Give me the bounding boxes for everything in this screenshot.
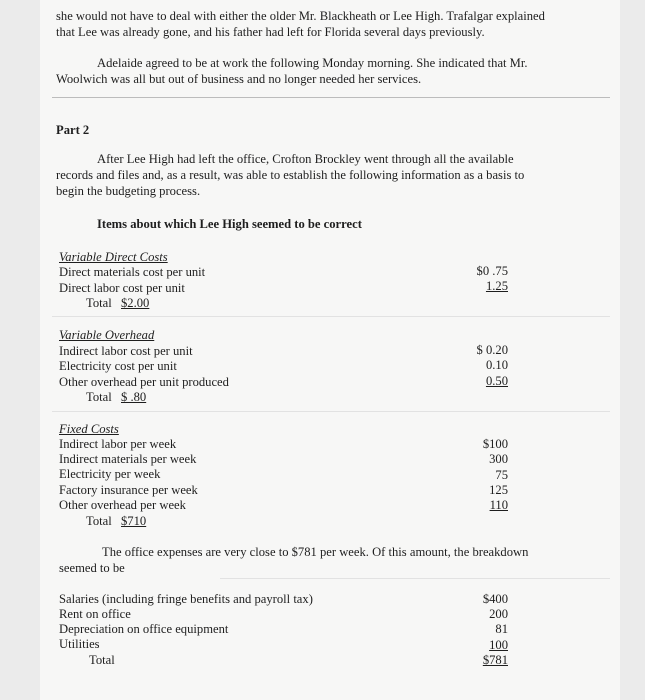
- intro-line-2: that Lee was already gone, and his father had left for Florida several days previously.: [56, 25, 485, 39]
- part2-para-line-1: After Lee High had left the office, Crofton Brockley went through all the available: [97, 152, 514, 166]
- fixed-costs-row-label: Factory insurance per week: [59, 483, 198, 497]
- part2-para-line-2: records and files and, as a result, was able to establish the following information as a basis to: [56, 168, 525, 182]
- fixed-costs-total-value: $710: [121, 514, 147, 528]
- fixed-costs-row-label: Indirect materials per week: [59, 452, 197, 466]
- faint-divider: [52, 316, 610, 317]
- variable-overhead-row-label: Other overhead per unit produced: [59, 375, 229, 389]
- office-row-value: 100: [489, 638, 508, 652]
- fixed-costs-row-label: Indirect labor per week: [59, 437, 177, 451]
- variable-overhead-total-value: $ .80: [121, 390, 147, 404]
- office-row-label: Salaries (including fringe benefits and payroll tax): [59, 592, 313, 606]
- office-row-label: Utilities: [59, 637, 100, 651]
- fixed-costs-row-value: 300: [489, 452, 508, 466]
- variable-direct-row-value: $0 .75: [476, 264, 508, 278]
- intro-para2-line-1: Adelaide agreed to be at work the following Monday morning. She indicated that Mr.: [97, 56, 528, 70]
- fixed-costs-row-value: 125: [489, 483, 508, 497]
- fixed-costs-row-value: $100: [482, 437, 508, 451]
- variable-overhead-title: Variable Overhead: [59, 328, 155, 342]
- fixed-costs-row-value: 110: [489, 498, 508, 512]
- variable-direct-row-label: Direct materials cost per unit: [59, 265, 206, 279]
- fixed-costs-total-label: Total: [86, 514, 112, 528]
- fixed-costs-row-value: 75: [495, 468, 508, 482]
- variable-overhead-total-label: Total: [86, 390, 112, 404]
- faint-divider: [52, 411, 610, 412]
- document-page: [40, 0, 620, 700]
- intro-line-1: she would not have to deal with either the older Mr. Blackheath or Lee High. Trafalgar explained: [56, 9, 545, 23]
- office-row-label: Rent on office: [59, 607, 131, 621]
- office-para-line-2: seemed to be: [59, 561, 125, 575]
- office-para-line-1: The office expenses are very close to $781 per week. Of this amount, the breakdown: [102, 545, 529, 559]
- variable-direct-total-label: Total: [86, 296, 112, 310]
- part2-para-line-3: begin the budgeting process.: [56, 184, 201, 198]
- fixed-costs-title: Fixed Costs: [59, 422, 119, 436]
- office-total-label: Total: [89, 653, 115, 667]
- variable-overhead-row-value: 0.50: [485, 374, 508, 388]
- variable-direct-row-label: Direct labor cost per unit: [59, 281, 185, 295]
- office-row-value: 200: [489, 607, 508, 621]
- variable-direct-total-value: $2.00: [121, 296, 150, 310]
- office-row-label: Depreciation on office equipment: [59, 622, 229, 636]
- variable-direct-row-value: 1.25: [485, 279, 508, 293]
- part-2-heading: Part 2: [56, 123, 90, 137]
- section-divider: [52, 97, 610, 98]
- intro-para2-line-2: Woolwich was all but out of business and no longer needed her services.: [56, 72, 422, 86]
- variable-overhead-row-value: 0.10: [485, 358, 508, 372]
- variable-overhead-row-label: Indirect labor cost per unit: [59, 344, 193, 358]
- items-heading: Items about which Lee High seemed to be correct: [97, 217, 362, 231]
- variable-overhead-row-value: $ 0.20: [476, 343, 508, 357]
- office-total-value: $781: [482, 653, 508, 667]
- office-row-value: $400: [482, 592, 508, 606]
- variable-direct-title: Variable Direct Costs: [59, 250, 168, 264]
- variable-overhead-row-label: Electricity cost per unit: [59, 359, 177, 373]
- office-row-value: 81: [495, 622, 508, 636]
- fixed-costs-row-label: Other overhead per week: [59, 498, 186, 512]
- fixed-costs-row-label: Electricity per week: [59, 467, 161, 481]
- faint-divider: [220, 578, 610, 579]
